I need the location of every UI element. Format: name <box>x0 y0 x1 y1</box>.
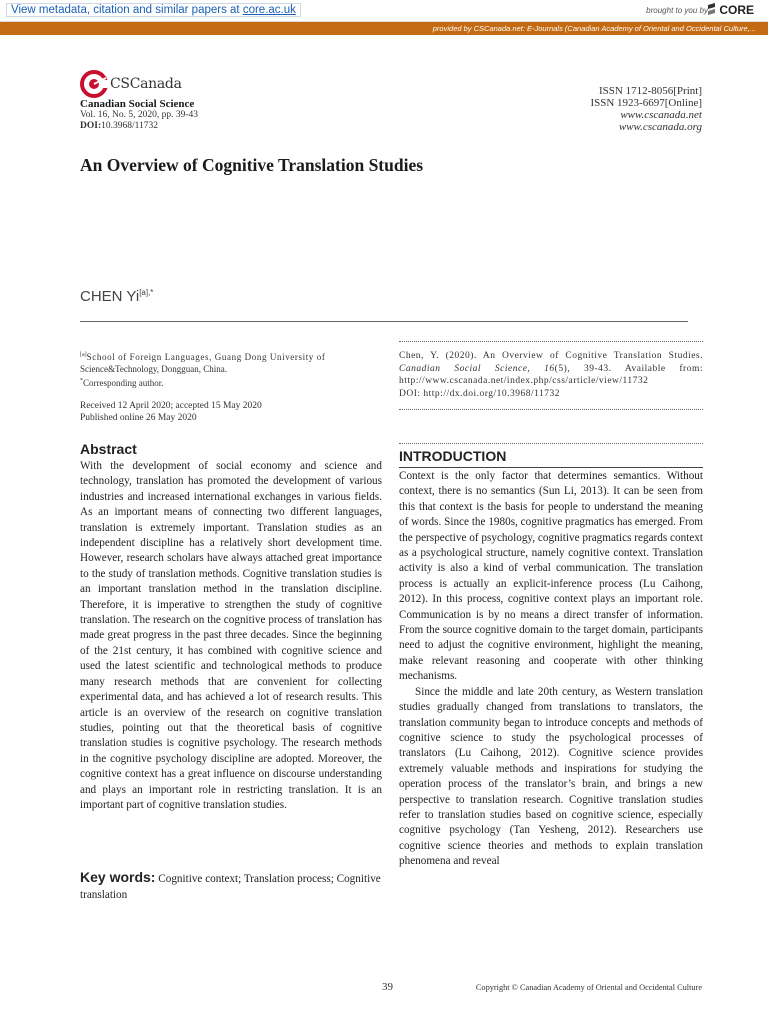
affiliation-line2: Science&Technology, Dongguan, China. <box>80 364 228 374</box>
doi-label: DOI: <box>80 121 102 131</box>
keywords-text: Cognitive context; Translation process; Cognitive translation <box>80 873 381 901</box>
intro-divider <box>399 467 703 468</box>
citation <box>399 350 703 400</box>
published-date: Published online 26 May 2020 <box>80 413 197 423</box>
doi-value: 10.3968/11732 <box>101 121 159 131</box>
core-logo-text: CORE <box>719 3 754 17</box>
issn-online: ISSN 1923-6697[Online] <box>590 97 702 109</box>
author-name: CHEN Yi <box>80 288 140 305</box>
page-number: 39 <box>382 981 393 993</box>
provided-by-bar: provided by CSCanada.net: E-Journals (Canadian Academy of Oriental and Occidental Culture,... <box>0 22 768 35</box>
core-link-prefix: View metadata, citation and similar papers at <box>11 4 243 16</box>
core-brought-text: brought to you by <box>646 6 708 15</box>
issn-print: ISSN 1712-8056[Print] <box>599 85 702 97</box>
publisher-name: CSCanada <box>110 76 182 92</box>
introduction-heading: INTRODUCTION <box>399 448 507 464</box>
core-metadata-link[interactable] <box>6 3 301 17</box>
cscanada-logo <box>80 70 182 98</box>
dates <box>80 400 382 424</box>
citation-bottom-rule <box>399 409 703 410</box>
citation-part2[interactable]: (5), 39-43. Available from: http://www.cscanada.net/index.php/css/article/view/11732 <box>399 363 703 386</box>
affiliation-mark: [a] <box>80 352 87 358</box>
affiliation-line1: School of Foreign Languages, Guang Dong University of <box>86 352 326 362</box>
corresponding-mark: * <box>80 378 83 384</box>
citation-part1: Chen, Y. (2020). An Overview of Cognitive Translation Studies. <box>399 351 703 361</box>
cscanada-logo-icon <box>80 70 108 98</box>
author-marks: [a],* <box>139 288 154 297</box>
volume-info: Vol. 16, No. 5, 2020, pp. 39-43 <box>80 110 199 120</box>
url-net[interactable]: www.cscanada.net <box>620 109 702 121</box>
citation-top-rule <box>399 341 703 342</box>
abstract-heading: Abstract <box>80 441 137 457</box>
intro-paragraph-1: Context is the only factor that determines semantics. Without context, there is no semantics (Sun Li, 2013). It can be seen from this that context is the basis for people to understand the meaning of words. Since the 1980s, cognitive pragmatics has emerged. From the perspective of psychology, cognitive pragmatics regards context as a psychological structure, namely cognitive context. Translation activity is also a kind of verbal communication. The translation process is actually an explicit-inference process (Lu Caihong, 2012). In this process, cognitive context plays an important role. Communication is by no means a direct transfer of information. From the source cognitive domain to the target domain, participants need to adjust the cognitive environment, highlight the meaning, make relevant reasoning and cooperate with other thinking mechanisms. <box>399 470 703 683</box>
doi-line <box>80 121 158 131</box>
intro-top-rule <box>399 443 703 444</box>
url-org[interactable]: www.cscanada.org <box>618 121 702 133</box>
article-title: An Overview of Cognitive Translation Studies <box>80 155 424 175</box>
issn-block <box>590 85 702 133</box>
core-logo-icon <box>707 3 717 17</box>
introduction-body <box>399 469 703 870</box>
keywords-label: Key words: <box>80 869 156 885</box>
copyright: Copyright © Canadian Academy of Oriental and Occidental Culture <box>475 983 702 992</box>
author <box>80 288 153 305</box>
core-ac-uk-link[interactable]: core.ac.uk <box>242 4 296 16</box>
intro-paragraph-2: Since the middle and late 20th century, as Western translation studies gradually changed from translations to translators, the translation community began to introduce concepts and methods of cognitive science to study the psychological processes of translators (Lu Caihong, 2012). Cognitive science provides extremely valuable methods and inspirations for studying the operation process of the translator’s brain, and brings a new perspective to translation research. Cognitive translation studies refer to translation studies based on cognitive science, especially cognitive psychology (Tan Yesheng, 2012). Researchers use cognitive science theories and methods to explain translation phenomena and reveal <box>399 685 703 868</box>
abstract-text: With the development of social economy and science and technology, translation has promoted the development of various industries and increased international exchanges in various fields. As an important means of connecting two different languages, translation is extremely important. Translation studies as an independent discipline has a relatively short development time. However, research scholars have always attached great importance to the study of translation methods. Cognitive translation studies is an important translation method in the translation discipline. Therefore, it is imperative to strengthen the study of cognitive translation. The research on the cognitive process of translation has made great progress in the past three decades. Since the beginning of the 21st century, it has combined with cognitive science and used the latest scientific and technological methods to produce many research methods that are convenient for collecting experimental data, and has achieved a lot of research results. This article is an overview of the research on cognitive translation studies, pointing out that the theoretical basis of cognitive translation studies is cognitive psychology. The research methods in the cognitive psychology discipline are adopted. Moreover, the cognitive context has a great influence on discourse understanding and plays an important role in restricting translation. It is an important part of cognitive translation studies. <box>80 460 382 811</box>
affiliation <box>80 349 382 389</box>
author-divider <box>80 321 688 322</box>
citation-journal: Canadian Social Science, 16 <box>399 363 555 374</box>
received-date: Received 12 April 2020; accepted 15 May 2020 <box>80 401 262 411</box>
journal-name: Canadian Social Science <box>80 98 195 110</box>
core-banner <box>0 0 768 22</box>
citation-doi[interactable]: DOI: http://dx.doi.org/10.3968/11732 <box>399 388 561 399</box>
core-logo[interactable] <box>707 3 754 17</box>
keywords <box>80 869 382 903</box>
corresponding-author: Corresponding author. <box>83 378 164 388</box>
